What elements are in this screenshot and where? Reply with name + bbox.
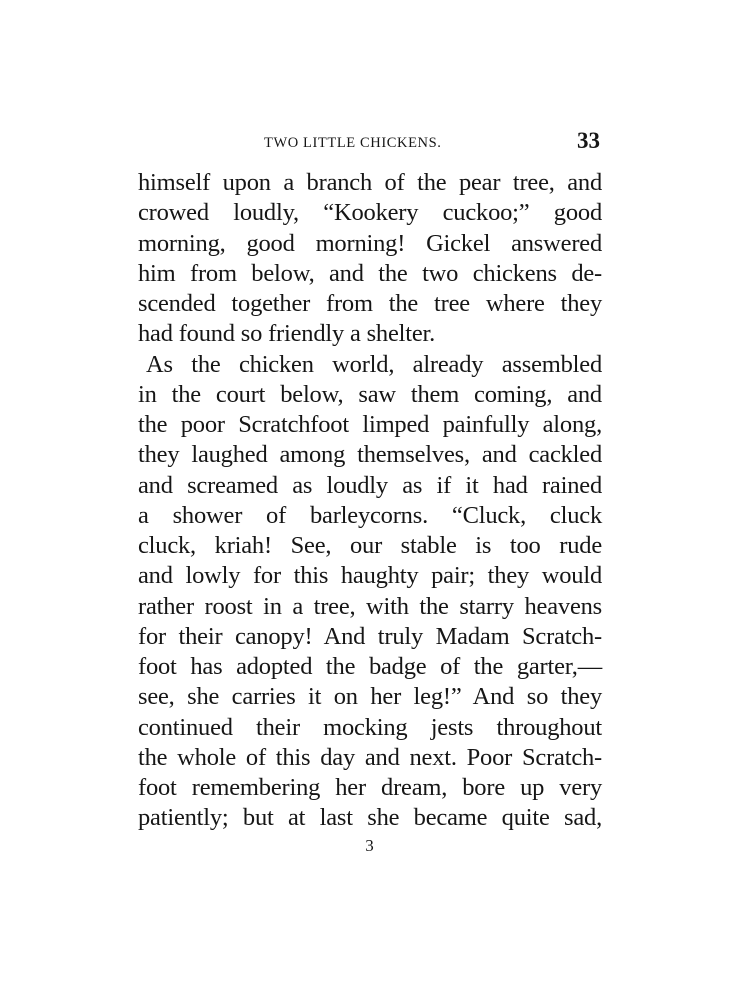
text-line: and lowly for this haughty pair; they would <box>138 562 602 590</box>
text-line: himself upon a branch of the pear tree, and <box>138 169 602 196</box>
signature-mark-text: 3 <box>365 836 374 855</box>
text-line: the whole of this day and next. Poor Scratch- <box>138 743 602 771</box>
text-line: for their canopy! And truly Madam Scratch- <box>138 622 602 650</box>
paragraph <box>138 168 602 350</box>
body-text <box>138 168 602 834</box>
text-line: morning, good morning! Gickel answered <box>138 229 602 257</box>
text-line: cluck, kriah! See, our stable is too rude <box>138 532 602 559</box>
text-line: foot has adopted the badge of the garter,— <box>138 653 602 680</box>
text-line: scended together from the tree where they <box>138 290 602 317</box>
text-line: had found so friendly a shelter. <box>138 320 436 348</box>
page-header <box>138 128 602 158</box>
text-line: continued their mocking jests throughout <box>138 713 602 741</box>
text-line: patiently; but at last she became quite sad, <box>138 804 602 832</box>
text-line: in the court below, saw them coming, and <box>138 380 602 408</box>
text-line: and screamed as loudly as if it had rained <box>138 471 602 499</box>
text-line: rather roost in a tree, with the starry heavens <box>138 592 602 620</box>
text-line: see, she carries it on her leg!” And so they <box>138 683 602 711</box>
text-line: crowed loudly, “Kookery cuckoo;” good <box>138 199 602 227</box>
text-line: foot remembering her dream, bore up very <box>138 774 602 801</box>
text-line: the poor Scratchfoot limped painfully along, <box>138 411 602 438</box>
text-line: they laughed among themselves, and cackled <box>138 441 602 469</box>
text-line: him from below, and the two chickens de- <box>138 259 602 287</box>
page-number: 33 <box>577 128 600 153</box>
running-title: TWO LITTLE CHICKENS. <box>264 135 442 151</box>
text-line: As the chicken world, already assembled <box>146 350 602 378</box>
paragraph <box>138 350 602 834</box>
text-line: a shower of barleycorns. “Cluck, cluck <box>138 501 602 529</box>
signature-mark <box>0 836 753 856</box>
